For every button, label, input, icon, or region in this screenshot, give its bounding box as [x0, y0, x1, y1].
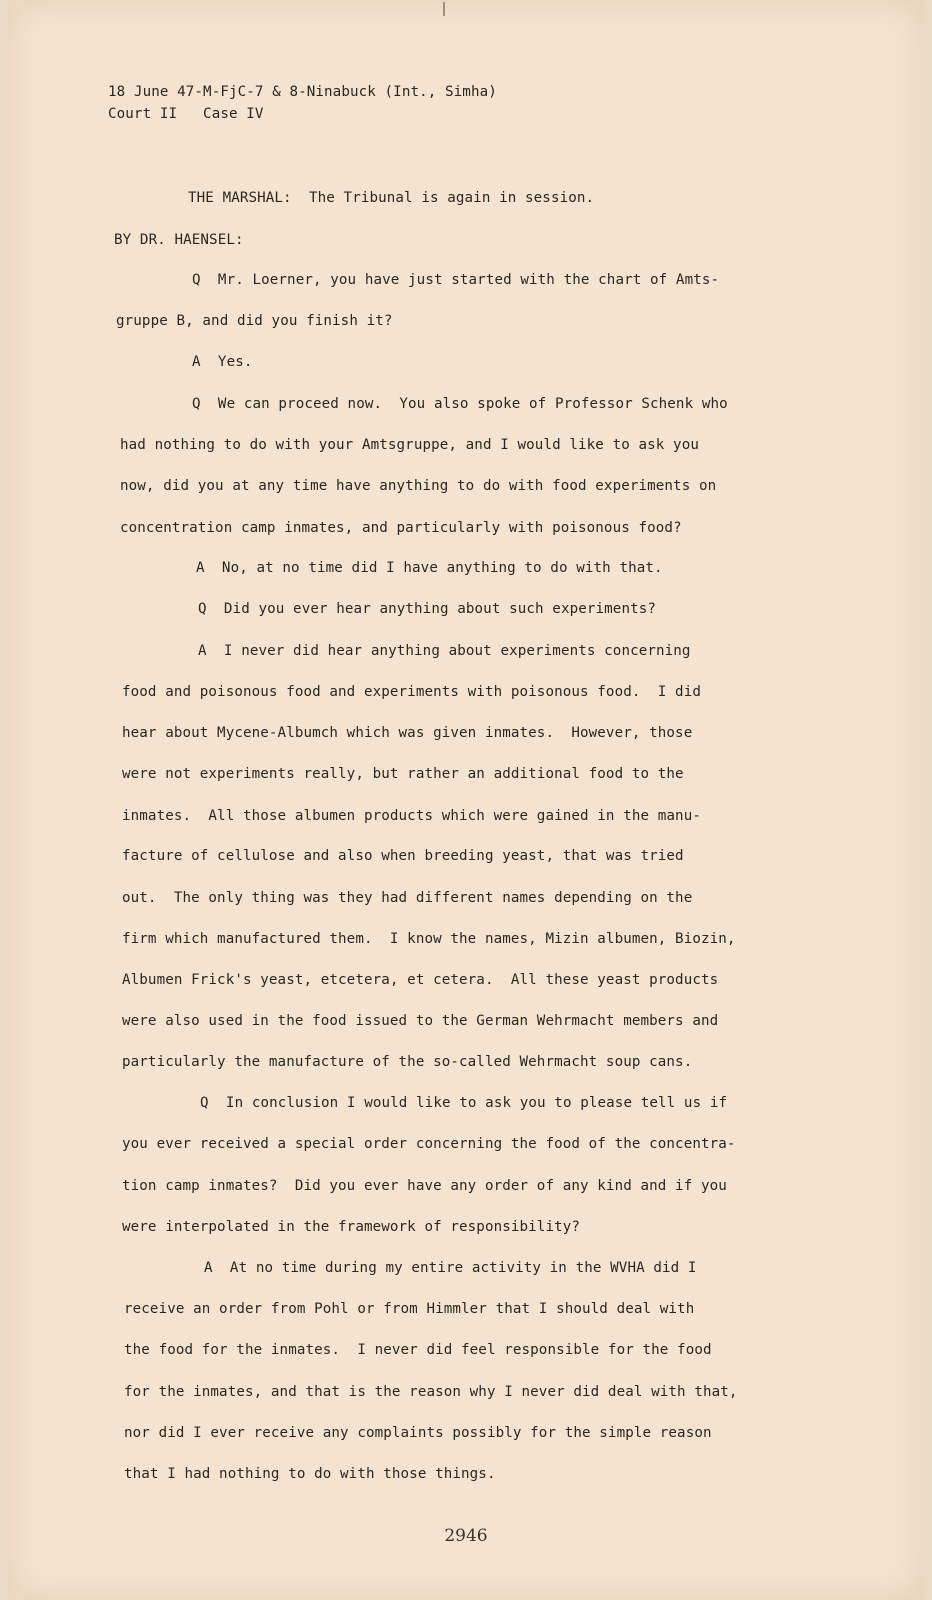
text-line: concentration camp inmates, and particularly with poisonous food? — [120, 520, 682, 536]
text-line: receive an order from Pohl or from Himmler that I should deal with — [124, 1301, 695, 1317]
text-line: for the inmates, and that is the reason why I never did deal with that, — [124, 1384, 738, 1400]
text-line: were also used in the food issued to the German Wehrmacht members and — [122, 1013, 719, 1029]
text-line: Q We can proceed now. You also spoke of Professor Schenk who — [192, 396, 728, 412]
header-court-line: Court II Case IV — [108, 106, 264, 122]
text-line: had nothing to do with your Amtsgruppe, and I would like to ask you — [120, 437, 699, 453]
text-line: the food for the inmates. I never did feel responsible for the food — [124, 1342, 712, 1358]
text-line: you ever received a special order concerning the food of the concentra- — [122, 1136, 736, 1152]
text-line: A I never did hear anything about experiments concerning — [198, 643, 691, 659]
text-line: food and poisonous food and experiments with poisonous food. I did — [122, 684, 701, 700]
text-line: inmates. All those albumen products which were gained in the manu- — [122, 808, 701, 824]
text-line: nor did I ever receive any complaints possibly for the simple reason — [124, 1425, 712, 1441]
text-line: facture of cellulose and also when breeding yeast, that was tried — [122, 848, 684, 864]
document-page — [8, 0, 924, 1600]
text-line: THE MARSHAL: The Tribunal is again in session. — [188, 190, 595, 206]
text-line: gruppe B, and did you finish it? — [116, 313, 393, 329]
text-line: were interpolated in the framework of responsibility? — [122, 1219, 581, 1235]
text-line: Q Mr. Loerner, you have just started with the chart of Amts- — [192, 272, 720, 288]
paper-mark — [443, 2, 445, 16]
text-line: particularly the manufacture of the so-called Wehrmacht soup cans. — [122, 1054, 693, 1070]
text-line: tion camp inmates? Did you ever have any order of any kind and if you — [122, 1178, 727, 1194]
text-line: now, did you at any time have anything to do with food experiments on — [120, 478, 717, 494]
text-line: Q In conclusion I would like to ask you to please tell us if — [200, 1095, 728, 1111]
text-line: Albumen Frick's yeast, etcetera, et cetera. All these yeast products — [122, 972, 719, 988]
text-line: BY DR. HAENSEL: — [114, 232, 244, 248]
header-date-line: 18 June 47-M-FjC-7 & 8-Ninabuck (Int., Simha) — [108, 84, 497, 100]
text-line: A Yes. — [192, 354, 253, 370]
text-line: hear about Mycene-Albumch which was given inmates. However, those — [122, 725, 693, 741]
page-number: 2946 — [444, 1526, 488, 1546]
text-line: out. The only thing was they had different names depending on the — [122, 890, 693, 906]
text-line: firm which manufactured them. I know the names, Mizin albumen, Biozin, — [122, 931, 736, 947]
text-line: Q Did you ever hear anything about such experiments? — [198, 601, 657, 617]
text-line: that I had nothing to do with those things. — [124, 1466, 496, 1482]
text-line: A At no time during my entire activity in the WVHA did I — [204, 1260, 697, 1276]
text-line: were not experiments really, but rather an additional food to the — [122, 766, 684, 782]
text-line: A No, at no time did I have anything to do with that. — [196, 560, 663, 576]
